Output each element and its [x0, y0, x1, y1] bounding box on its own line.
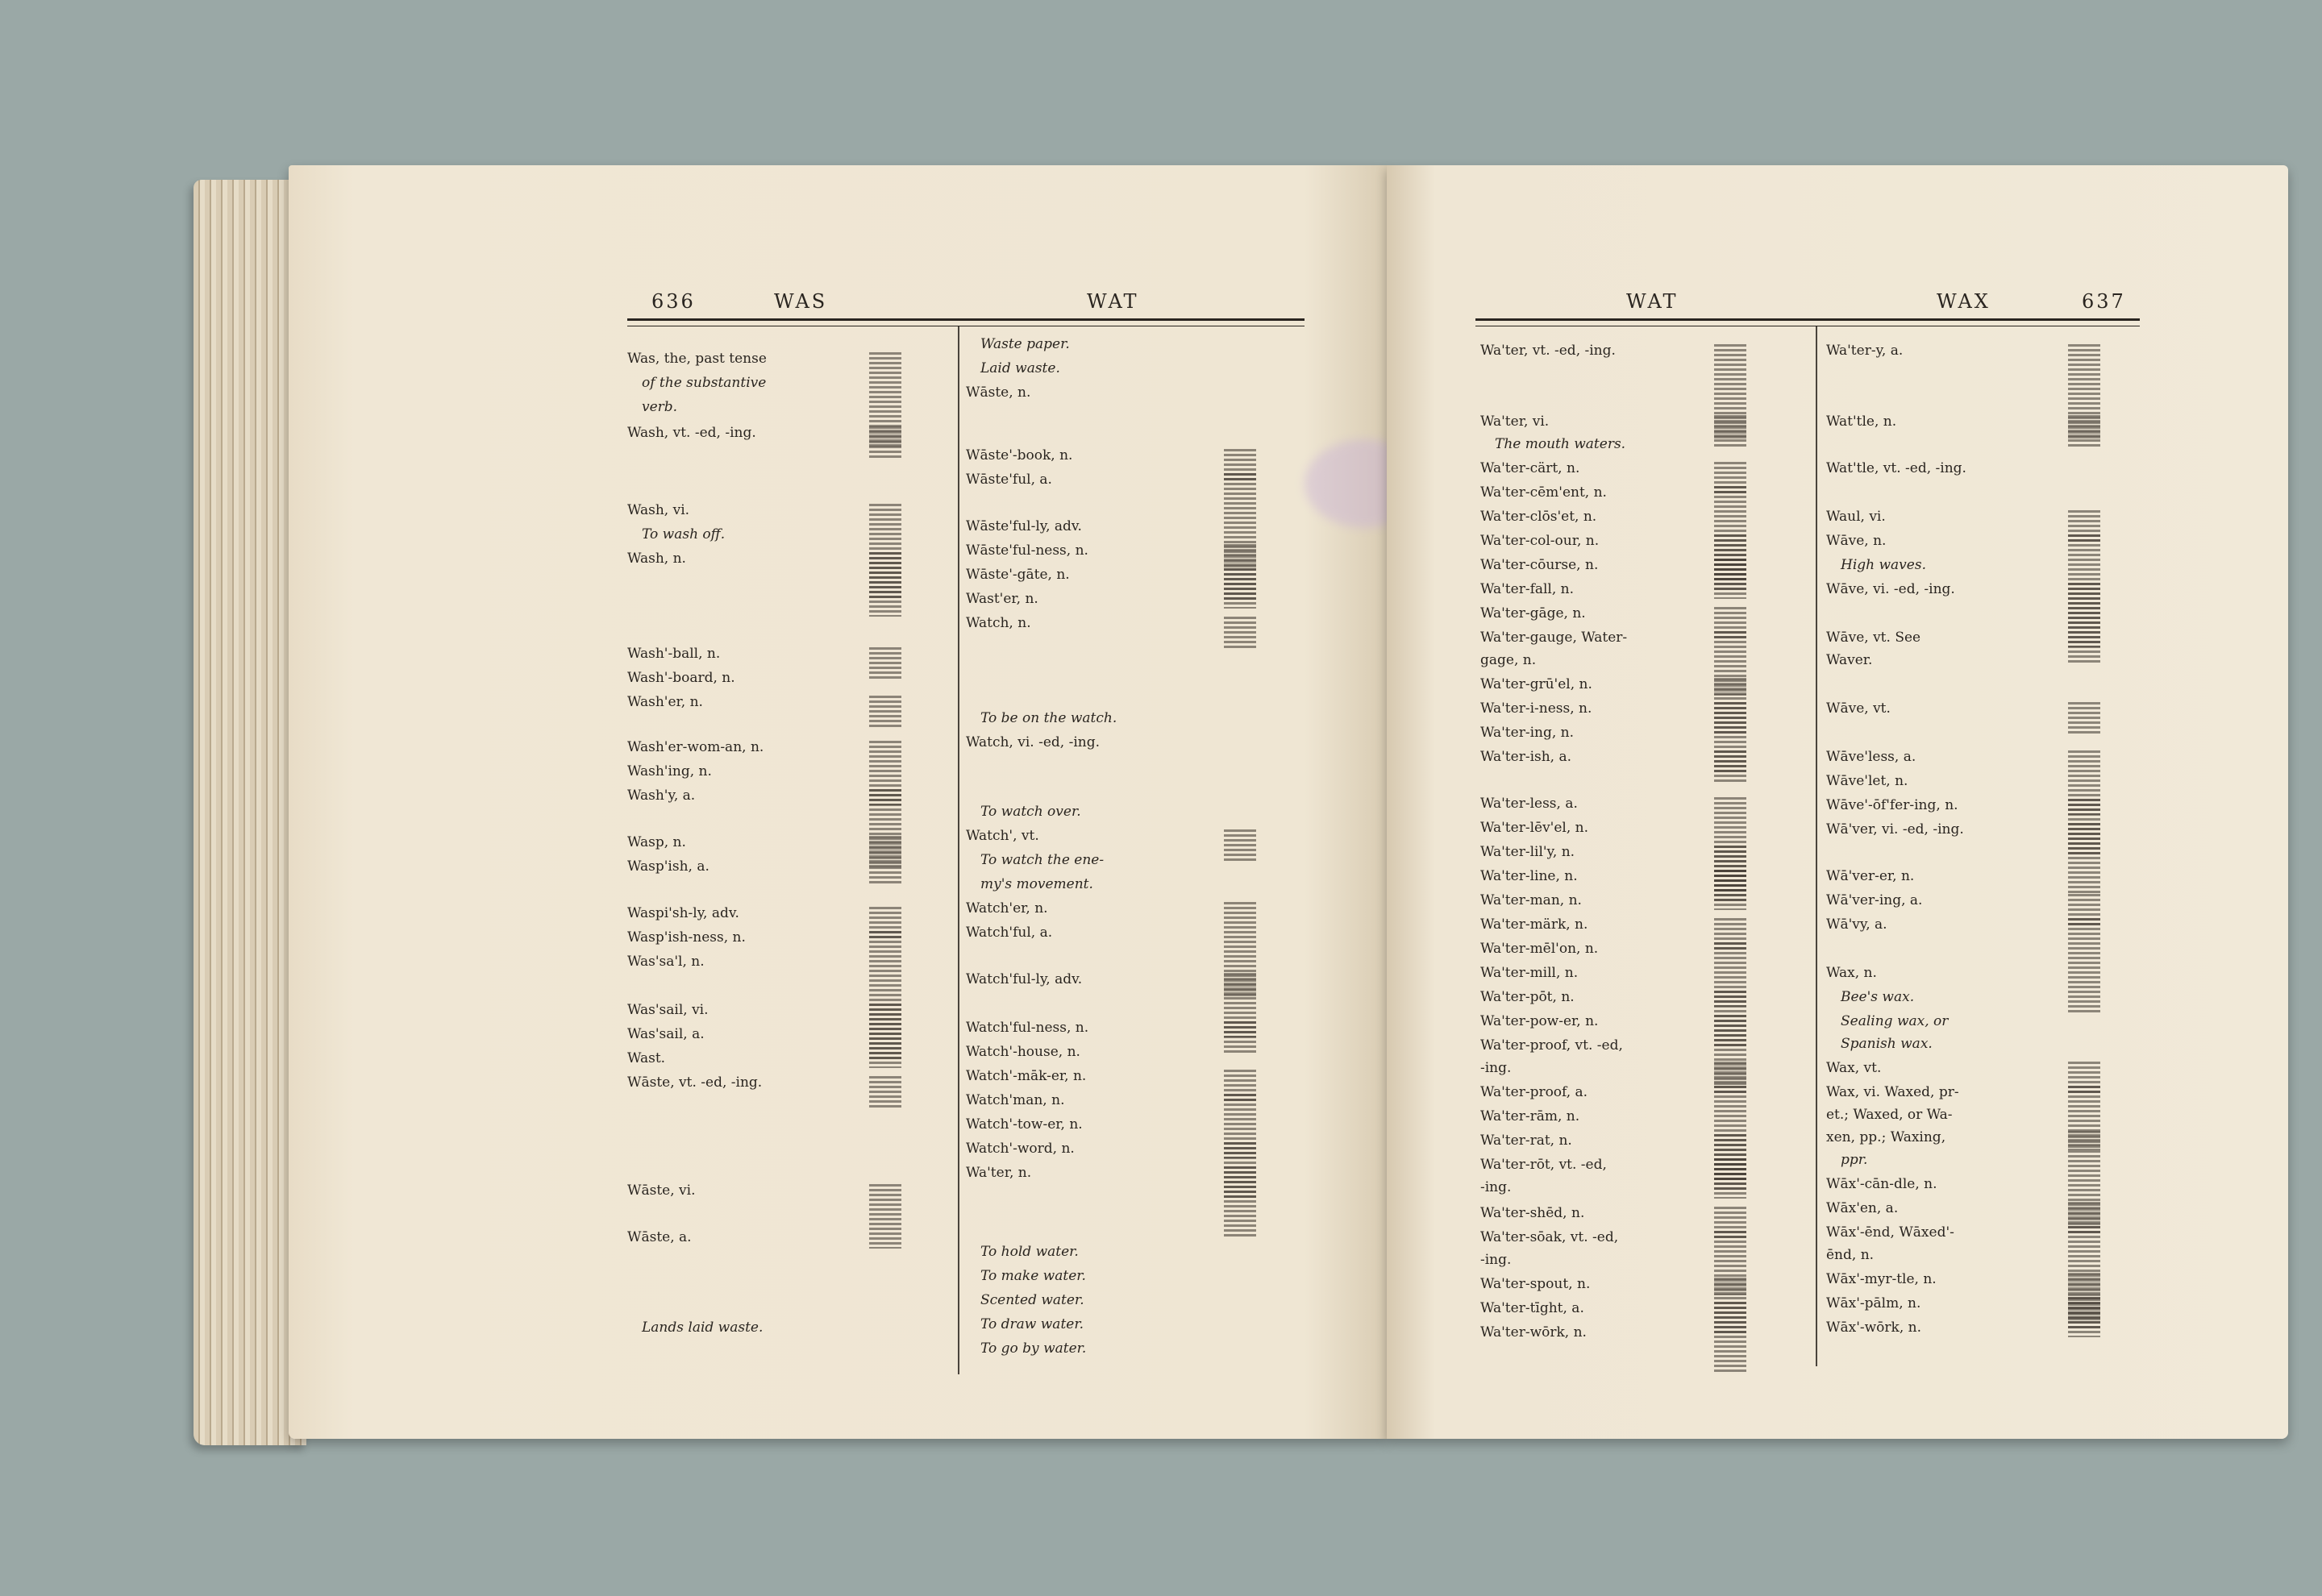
dictionary-entry: Wa'ter-rām, n.: [1480, 1108, 1580, 1124]
dictionary-entry: Wast.: [627, 1050, 666, 1066]
dictionary-entry: Watch, vi. -ed, -ing.: [966, 734, 1100, 750]
japanese-gloss-text: [2068, 415, 2100, 447]
dictionary-entry: Wasp'ish-ness, n.: [627, 929, 746, 946]
dictionary-entry: Wā'vy, a.: [1826, 916, 1887, 933]
japanese-gloss-text: [869, 552, 901, 617]
japanese-gloss-text: [1224, 829, 1256, 862]
dictionary-entry: Wa'ter-mill, n.: [1480, 965, 1579, 981]
dictionary-entry: Wāste'ful-ness, n.: [966, 542, 1088, 559]
dictionary-entry: Watch'ful-ness, n.: [966, 1020, 1089, 1036]
dictionary-entry: Wa'ter-spout, n.: [1480, 1276, 1591, 1292]
dictionary-entry: Wāste'-gāte, n.: [966, 567, 1070, 583]
japanese-gloss-text: [1714, 702, 1746, 734]
dictionary-entry: Watch'ful-ly, adv.: [966, 971, 1083, 987]
left-head-word-2: WAT: [1087, 290, 1139, 313]
dictionary-entry: Wa'ter-rōt, vt. -ed,: [1480, 1157, 1607, 1173]
dictionary-entry: Wa'ter-lēv'el, n.: [1480, 820, 1588, 836]
dictionary-entry: Wax, vi. Waxed, pr-: [1826, 1084, 1959, 1100]
dictionary-entry: Wāx'en, a.: [1826, 1200, 1899, 1216]
dictionary-entry: of the substantive: [642, 375, 767, 391]
japanese-gloss-text: [869, 426, 901, 459]
dictionary-entry: Wāx'-wōrk, n.: [1826, 1320, 1921, 1336]
japanese-gloss-text: [869, 836, 901, 868]
dictionary-entry: Watch', vt.: [966, 828, 1039, 844]
dictionary-entry: Wa'ter-line, n.: [1480, 868, 1578, 884]
right-column-divider: [1816, 326, 1817, 1366]
dictionary-entry: Wat'tle, n.: [1826, 414, 1897, 430]
left-column-1: [627, 165, 950, 1439]
japanese-gloss-text: [2068, 702, 2100, 734]
dictionary-entry: Waul, vi.: [1826, 509, 1886, 525]
dictionary-entry: -ing.: [1480, 1060, 1512, 1076]
dictionary-entry: Was'sa'l, n.: [627, 954, 705, 970]
dictionary-entry: Watch'-house, n.: [966, 1044, 1080, 1060]
japanese-gloss-text: [1714, 1158, 1746, 1191]
dictionary-entry: Wāx'-ēnd, Wāxed'-: [1826, 1224, 1954, 1241]
japanese-gloss-text: [2068, 918, 2100, 1015]
dictionary-entry: To hold water.: [980, 1244, 1079, 1260]
right-column-2: [1826, 165, 2149, 1439]
dictionary-entry: Wa'ter, vt. -ed, -ing.: [1480, 343, 1616, 359]
dictionary-entry: Watch'ful, a.: [966, 925, 1053, 941]
dictionary-entry: Wa'ter-grū'el, n.: [1480, 676, 1592, 692]
left-page-number: 636: [651, 290, 696, 313]
dictionary-entry: Wa'ter-gāge, n.: [1480, 605, 1586, 621]
dictionary-entry: Wāste'ful-ly, adv.: [966, 518, 1082, 534]
left-column-divider: [958, 326, 959, 1374]
dictionary-entry: Wāx'-cān-dle, n.: [1826, 1176, 1937, 1192]
dictionary-entry: The mouth waters.: [1495, 436, 1626, 452]
dictionary-entry: To wash off.: [642, 526, 726, 542]
dictionary-entry: Wasp'ish, a.: [627, 858, 710, 875]
dictionary-entry: my's movement.: [980, 876, 1093, 892]
dictionary-entry: Wax, vt.: [1826, 1060, 1882, 1076]
dictionary-entry: Watch'er, n.: [966, 900, 1048, 916]
dictionary-entry: Watch, n.: [966, 615, 1031, 631]
dictionary-entry: Wa'ter-proof, a.: [1480, 1084, 1588, 1100]
dictionary-entry: Wa'ter-less, a.: [1480, 796, 1578, 812]
dictionary-entry: ppr.: [1841, 1152, 1868, 1168]
dictionary-entry: Wa'ter-proof, vt. -ed,: [1480, 1037, 1623, 1054]
japanese-gloss-text: [869, 1028, 901, 1060]
dictionary-entry: Spanish wax.: [1841, 1036, 1933, 1052]
japanese-gloss-text: [1224, 1166, 1256, 1199]
japanese-gloss-text: [869, 696, 901, 728]
dictionary-entry: Was'sail, a.: [627, 1026, 705, 1042]
dictionary-entry: gage, n.: [1480, 652, 1537, 668]
dictionary-entry: Watch'man, n.: [966, 1092, 1065, 1108]
japanese-gloss-text: [1714, 750, 1746, 783]
dictionary-entry: Wāste, vi.: [627, 1182, 696, 1199]
dictionary-entry: Wa'ter, n.: [966, 1165, 1032, 1181]
dictionary-entry: xen, pp.; Waxing,: [1826, 1129, 1946, 1145]
japanese-gloss-text: [869, 1184, 901, 1249]
dictionary-entry: Wāve, vi. -ed, -ing.: [1826, 581, 1955, 597]
dictionary-entry: Was, the, past tense: [627, 351, 767, 367]
dictionary-entry: Wash'er-wom-an, n.: [627, 739, 764, 755]
dictionary-entry: Wash, n.: [627, 551, 686, 567]
dictionary-entry: To make water.: [980, 1268, 1086, 1284]
dictionary-entry: Wa'ter-cōurse, n.: [1480, 557, 1599, 573]
dictionary-entry: Wa'ter-gauge, Water-: [1480, 630, 1628, 646]
dictionary-entry: Wa'ter-ing, n.: [1480, 725, 1574, 741]
dictionary-entry: To draw water.: [980, 1316, 1084, 1332]
dictionary-entry: Wa'ter-y, a.: [1826, 343, 1904, 359]
dictionary-entry: Wash, vt. -ed, -ing.: [627, 425, 756, 441]
dictionary-entry: Wat'tle, vt. -ed, -ing.: [1826, 460, 1966, 476]
right-page: [1387, 165, 2288, 1439]
japanese-gloss-text: [1714, 870, 1746, 902]
dictionary-entry: Wa'ter-col-our, n.: [1480, 533, 1600, 549]
dictionary-entry: Wa'ter-rat, n.: [1480, 1133, 1572, 1149]
dictionary-entry: Was'sail, vi.: [627, 1002, 709, 1018]
dictionary-entry: Wā'ver-er, n.: [1826, 868, 1915, 884]
dictionary-entry: Watch'-word, n.: [966, 1141, 1075, 1157]
dictionary-entry: Wa'ter-cärt, n.: [1480, 460, 1580, 476]
dictionary-entry: Wa'ter-sōak, vt. -ed,: [1480, 1229, 1619, 1245]
dictionary-entry: Wāste'-book, n.: [966, 447, 1073, 463]
dictionary-entry: et.; Waxed, or Wa-: [1826, 1107, 1953, 1123]
japanese-gloss-text: [1714, 1302, 1746, 1334]
dictionary-entry: Wash'-ball, n.: [627, 646, 721, 662]
dictionary-entry: Wā'ver, vi. -ed, -ing.: [1826, 821, 1964, 837]
japanese-gloss-text: [1714, 1015, 1746, 1047]
dictionary-entry: To be on the watch.: [980, 710, 1117, 726]
japanese-gloss-text: [2068, 631, 2100, 663]
dictionary-entry: Bee's wax.: [1841, 989, 1915, 1005]
dictionary-entry: Waste paper.: [980, 336, 1070, 352]
japanese-gloss-text: [869, 647, 901, 680]
japanese-gloss-text: [2068, 823, 2100, 855]
dictionary-entry: Wāx'-myr-tle, n.: [1826, 1271, 1937, 1287]
dictionary-entry: Wa'ter-man, n.: [1480, 892, 1582, 908]
japanese-gloss-text: [1224, 568, 1256, 601]
dictionary-entry: Wa'ter-lil'y, n.: [1480, 844, 1575, 860]
dictionary-entry: To go by water.: [980, 1340, 1087, 1357]
left-column-2: [966, 165, 1305, 1439]
dictionary-entry: High waves.: [1841, 557, 1926, 573]
dictionary-entry: To watch the ene-: [980, 852, 1105, 868]
dictionary-entry: Wash'-board, n.: [627, 670, 735, 686]
dictionary-entry: Wash'y, a.: [627, 788, 696, 804]
dictionary-entry: Wāve, vt. See: [1826, 630, 1921, 646]
dictionary-entry: Wa'ter-i-ness, n.: [1480, 700, 1592, 717]
dictionary-entry: Wāste, vt. -ed, -ing.: [627, 1074, 763, 1091]
dictionary-entry: Wa'ter-shēd, n.: [1480, 1205, 1585, 1221]
left-page: [289, 165, 1387, 1439]
japanese-gloss-text: [1224, 617, 1256, 649]
dictionary-entry: Wāve'less, a.: [1826, 749, 1916, 765]
right-head-word-2: WAX: [1937, 290, 1991, 313]
right-page-number: 637: [2082, 290, 2126, 313]
dictionary-entry: Watch'-māk-er, n.: [966, 1068, 1087, 1084]
dictionary-entry: -ing.: [1480, 1252, 1512, 1268]
left-head-word-1: WAS: [774, 290, 828, 313]
dictionary-entry: Wāste'ful, a.: [966, 472, 1052, 488]
japanese-gloss-text: [1714, 415, 1746, 447]
dictionary-entry: Watch'-tow-er, n.: [966, 1116, 1083, 1133]
dictionary-entry: Lands laid waste.: [642, 1320, 764, 1336]
open-book: [194, 165, 2126, 1455]
dictionary-entry: Wāste, a.: [627, 1229, 692, 1245]
dictionary-entry: Waver.: [1826, 652, 1873, 668]
dictionary-entry: Wax, n.: [1826, 965, 1877, 981]
dictionary-entry: Wa'ter-tīght, a.: [1480, 1300, 1584, 1316]
japanese-gloss-text: [1224, 1021, 1256, 1054]
dictionary-entry: Wāve'-ōf'fer-ing, n.: [1826, 797, 1958, 813]
dictionary-entry: Wāve, vt.: [1826, 700, 1891, 717]
dictionary-entry: Sealing wax, or: [1841, 1013, 1949, 1029]
right-head-word-1: WAT: [1626, 290, 1679, 313]
dictionary-entry: Wash, vi.: [627, 502, 690, 518]
dictionary-entry: Wa'ter-mēl'on, n.: [1480, 941, 1599, 957]
dictionary-entry: Wa'ter-cēm'ent, n.: [1480, 484, 1607, 501]
japanese-gloss-text: [1714, 559, 1746, 591]
dictionary-entry: Wast'er, n.: [966, 591, 1038, 607]
dictionary-entry: Wā'ver-ing, a.: [1826, 892, 1923, 908]
dictionary-entry: Wa'ter-ish, a.: [1480, 749, 1572, 765]
dictionary-entry: Wa'ter-wōrk, n.: [1480, 1324, 1587, 1340]
dictionary-entry: Wash'er, n.: [627, 694, 703, 710]
dictionary-entry: Wa'ter-pow-er, n.: [1480, 1013, 1599, 1029]
dictionary-entry: Wāx'-pālm, n.: [1826, 1295, 1921, 1311]
dictionary-entry: Wash'ing, n.: [627, 763, 712, 779]
dictionary-entry: Wa'ter-pōt, n.: [1480, 989, 1575, 1005]
dictionary-entry: Wāve'let, n.: [1826, 773, 1908, 789]
right-column-1: [1480, 165, 1811, 1439]
dictionary-entry: verb.: [642, 399, 678, 415]
dictionary-entry: Scented water.: [980, 1292, 1084, 1308]
dictionary-entry: Wāve, n.: [1826, 533, 1887, 549]
dictionary-entry: Wa'ter-clōs'et, n.: [1480, 509, 1597, 525]
dictionary-entry: Laid waste.: [980, 360, 1060, 376]
japanese-gloss-text: [869, 1076, 901, 1108]
dictionary-entry: ēnd, n.: [1826, 1247, 1875, 1263]
dictionary-entry: Wa'ter-fall, n.: [1480, 581, 1575, 597]
dictionary-entry: Wāste, n.: [966, 384, 1031, 401]
dictionary-entry: Wa'ter, vi.: [1480, 414, 1550, 430]
dictionary-entry: To watch over.: [980, 804, 1081, 820]
dictionary-entry: Wa'ter-märk, n.: [1480, 916, 1588, 933]
dictionary-entry: Waspi'sh-ly, adv.: [627, 905, 739, 921]
dictionary-entry: -ing.: [1480, 1179, 1512, 1195]
japanese-gloss-text: [2068, 1297, 2100, 1329]
dictionary-entry: Wasp, n.: [627, 834, 686, 850]
